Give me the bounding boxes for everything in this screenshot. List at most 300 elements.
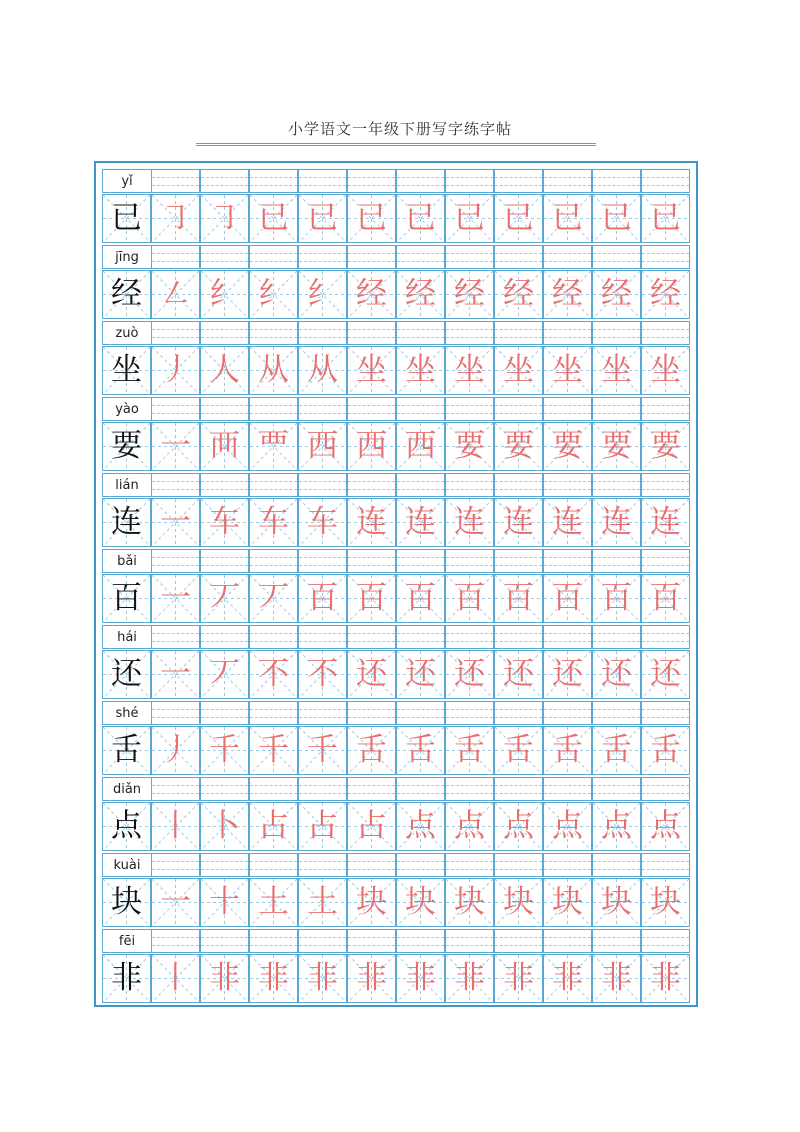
stroke-order-character: 覀 — [258, 428, 289, 464]
stroke-order-character: 非 — [650, 960, 681, 996]
model-character-cell — [102, 574, 151, 623]
trace-cell — [396, 726, 445, 775]
pinyin-cell — [592, 929, 641, 953]
stroke-order-character: 块 — [552, 884, 583, 920]
pinyin-cell — [151, 701, 200, 725]
trace-cell — [445, 422, 494, 471]
stroke-order-character: ㇆ — [209, 200, 240, 236]
pinyin-cell — [151, 853, 200, 877]
pinyin-cell — [249, 701, 298, 725]
model-character: 点 — [111, 808, 142, 844]
pinyin-cell — [200, 625, 249, 649]
stroke-order-character: 丿 — [160, 352, 191, 388]
stroke-order-character: 非 — [454, 960, 485, 996]
trace-cell — [249, 194, 298, 243]
pinyin-cell — [200, 929, 249, 953]
trace-cell — [396, 422, 445, 471]
stroke-order-character: 车 — [307, 504, 338, 540]
stroke-order-character: 还 — [503, 656, 534, 692]
pinyin-cell — [445, 929, 494, 953]
stroke-order-character: 纟 — [307, 276, 338, 312]
pinyin-cell — [249, 625, 298, 649]
model-character: 舌 — [111, 732, 142, 768]
trace-cell — [347, 574, 396, 623]
stroke-order-character: 点 — [552, 808, 583, 844]
pinyin-cell — [298, 473, 347, 497]
pinyin-cell — [543, 169, 592, 193]
character-cells — [102, 194, 690, 243]
stroke-order-character: 连 — [405, 504, 436, 540]
character-grid — [102, 169, 690, 1005]
trace-cell — [494, 802, 543, 851]
stroke-order-character: 非 — [209, 960, 240, 996]
trace-cell — [543, 422, 592, 471]
trace-cell — [592, 726, 641, 775]
pinyin-cell — [249, 321, 298, 345]
pinyin-cell — [249, 853, 298, 877]
trace-cell — [249, 650, 298, 699]
pinyin-cell — [200, 321, 249, 345]
stroke-order-character: 千 — [258, 732, 289, 768]
trace-cell — [298, 498, 347, 547]
trace-cell — [347, 422, 396, 471]
pinyin-band — [102, 245, 690, 269]
trace-cell — [298, 574, 347, 623]
pinyin-cell — [200, 245, 249, 269]
stroke-order-character: 十 — [209, 884, 240, 920]
pinyin-cell — [445, 701, 494, 725]
pinyin-cell — [347, 929, 396, 953]
stroke-order-character: 点 — [650, 808, 681, 844]
trace-cell — [592, 194, 641, 243]
stroke-order-character: 人 — [209, 352, 240, 388]
stroke-order-character: 百 — [405, 580, 436, 616]
trace-cell — [494, 954, 543, 1003]
pinyin-cell — [396, 473, 445, 497]
trace-cell — [151, 878, 200, 927]
stroke-order-character: 已 — [503, 200, 534, 236]
pinyin-cell — [151, 473, 200, 497]
trace-cell — [396, 194, 445, 243]
character-row — [102, 321, 690, 397]
pinyin-cell — [543, 701, 592, 725]
pinyin-cell — [543, 625, 592, 649]
model-character: 要 — [111, 428, 142, 464]
trace-cell — [543, 650, 592, 699]
pinyin-cell — [396, 549, 445, 573]
stroke-order-character: 从 — [258, 352, 289, 388]
stroke-order-character: ㇆ — [160, 200, 191, 236]
stroke-order-character: 块 — [503, 884, 534, 920]
character-row — [102, 473, 690, 549]
trace-cell — [445, 650, 494, 699]
pinyin-cell — [592, 853, 641, 877]
character-row — [102, 777, 690, 853]
trace-cell — [200, 726, 249, 775]
pinyin-cell — [151, 929, 200, 953]
pinyin-cell — [494, 321, 543, 345]
pinyin-cell — [151, 169, 200, 193]
trace-cell — [347, 346, 396, 395]
trace-cell — [641, 422, 690, 471]
trace-cell — [151, 270, 200, 319]
pinyin-cell — [200, 397, 249, 421]
pinyin-band — [102, 777, 690, 801]
trace-cell — [494, 346, 543, 395]
trace-cell — [445, 346, 494, 395]
pinyin-band — [102, 701, 690, 725]
trace-cell — [200, 574, 249, 623]
pinyin-cell — [445, 625, 494, 649]
pinyin-cell — [641, 473, 690, 497]
pinyin-cell — [592, 245, 641, 269]
stroke-order-character: 一 — [160, 504, 191, 540]
stroke-order-character: 坐 — [601, 352, 632, 388]
stroke-order-character: 已 — [356, 200, 387, 236]
pinyin-cell — [445, 853, 494, 877]
trace-cell — [543, 194, 592, 243]
practice-sheet — [94, 161, 698, 1007]
pinyin-cell — [396, 169, 445, 193]
page-title: 小学语文一年级下册写字练字帖 — [287, 120, 512, 138]
stroke-order-character: 块 — [650, 884, 681, 920]
stroke-order-character: 非 — [307, 960, 338, 996]
pinyin-cell — [396, 701, 445, 725]
trace-cell — [592, 954, 641, 1003]
trace-cell — [592, 802, 641, 851]
trace-cell — [249, 498, 298, 547]
trace-cell — [494, 270, 543, 319]
pinyin-cell — [249, 549, 298, 573]
model-character-cell — [102, 650, 151, 699]
model-character-cell — [102, 954, 151, 1003]
pinyin-cell — [641, 625, 690, 649]
pinyin-cell — [151, 397, 200, 421]
stroke-order-character: 坐 — [405, 352, 436, 388]
stroke-order-character: 经 — [601, 276, 632, 312]
pinyin-cell — [592, 397, 641, 421]
stroke-order-character: 点 — [405, 808, 436, 844]
pinyin-cell — [445, 169, 494, 193]
trace-cell — [396, 954, 445, 1003]
pinyin-cell — [494, 625, 543, 649]
trace-cell — [249, 802, 298, 851]
pinyin-cell — [298, 625, 347, 649]
trace-cell — [298, 802, 347, 851]
stroke-order-character: 西 — [307, 428, 338, 464]
pinyin-band — [102, 625, 690, 649]
trace-cell — [298, 726, 347, 775]
pinyin-cell — [298, 321, 347, 345]
trace-cell — [249, 346, 298, 395]
stroke-order-character: 还 — [454, 656, 485, 692]
trace-cell — [494, 878, 543, 927]
stroke-order-character: 已 — [405, 200, 436, 236]
stroke-order-character: 土 — [307, 884, 338, 920]
trace-cell — [641, 194, 690, 243]
stroke-order-character: 已 — [650, 200, 681, 236]
stroke-order-character: 纟 — [258, 276, 289, 312]
stroke-order-character: 百 — [307, 580, 338, 616]
pinyin-cell — [494, 929, 543, 953]
pinyin-cell — [347, 549, 396, 573]
stroke-order-character: 已 — [601, 200, 632, 236]
pinyin-cell — [641, 701, 690, 725]
pinyin-cell — [396, 929, 445, 953]
pinyin-label: zuò — [102, 321, 151, 345]
character-cells — [102, 270, 690, 319]
pinyin-label: jīng — [102, 245, 151, 269]
trace-cell — [641, 726, 690, 775]
pinyin-cell — [347, 473, 396, 497]
model-character-cell — [102, 346, 151, 395]
trace-cell — [151, 726, 200, 775]
trace-cell — [592, 422, 641, 471]
pinyin-cell — [543, 473, 592, 497]
trace-cell — [494, 422, 543, 471]
pinyin-cell — [445, 777, 494, 801]
pinyin-cell — [445, 473, 494, 497]
stroke-order-character: 坐 — [552, 352, 583, 388]
trace-cell — [494, 194, 543, 243]
stroke-order-character: 一 — [160, 580, 191, 616]
pinyin-cell — [543, 549, 592, 573]
pinyin-cell — [641, 397, 690, 421]
trace-cell — [592, 498, 641, 547]
pinyin-cell — [592, 169, 641, 193]
pinyin-cell — [151, 777, 200, 801]
character-cells — [102, 574, 690, 623]
model-character-cell — [102, 498, 151, 547]
pinyin-band — [102, 473, 690, 497]
character-cells — [102, 878, 690, 927]
pinyin-cell — [200, 473, 249, 497]
stroke-order-character: 连 — [356, 504, 387, 540]
character-row — [102, 625, 690, 701]
pinyin-cell — [641, 321, 690, 345]
trace-cell — [249, 422, 298, 471]
character-cells — [102, 650, 690, 699]
trace-cell — [347, 650, 396, 699]
trace-cell — [200, 422, 249, 471]
stroke-order-character: 块 — [601, 884, 632, 920]
pinyin-cell — [641, 169, 690, 193]
trace-cell — [543, 346, 592, 395]
pinyin-cell — [347, 397, 396, 421]
stroke-order-character: 不 — [307, 656, 338, 692]
pinyin-cell — [249, 777, 298, 801]
trace-cell — [298, 270, 347, 319]
stroke-order-character: 舌 — [650, 732, 681, 768]
trace-cell — [298, 650, 347, 699]
stroke-order-character: 连 — [503, 504, 534, 540]
character-row — [102, 701, 690, 777]
stroke-order-character: 还 — [552, 656, 583, 692]
stroke-order-character: 丨 — [160, 808, 191, 844]
model-character: 百 — [111, 580, 142, 616]
pinyin-cell — [200, 777, 249, 801]
trace-cell — [396, 574, 445, 623]
trace-cell — [151, 650, 200, 699]
stroke-order-character: 非 — [356, 960, 387, 996]
stroke-order-character: 舌 — [405, 732, 436, 768]
trace-cell — [200, 346, 249, 395]
pinyin-cell — [347, 701, 396, 725]
stroke-order-character: 已 — [454, 200, 485, 236]
stroke-order-character: 要 — [552, 428, 583, 464]
model-character: 非 — [111, 960, 142, 996]
pinyin-cell — [592, 777, 641, 801]
pinyin-cell — [249, 397, 298, 421]
stroke-order-character: 经 — [356, 276, 387, 312]
stroke-order-character: 西 — [405, 428, 436, 464]
pinyin-cell — [396, 777, 445, 801]
pinyin-cell — [347, 245, 396, 269]
trace-cell — [543, 498, 592, 547]
trace-cell — [445, 878, 494, 927]
stroke-order-character: 舌 — [601, 732, 632, 768]
pinyin-cell — [249, 245, 298, 269]
trace-cell — [445, 574, 494, 623]
trace-cell — [151, 574, 200, 623]
pinyin-cell — [298, 701, 347, 725]
model-character: 经 — [111, 276, 142, 312]
pinyin-cell — [445, 397, 494, 421]
stroke-order-character: 要 — [503, 428, 534, 464]
pinyin-cell — [298, 777, 347, 801]
stroke-order-character: 坐 — [650, 352, 681, 388]
stroke-order-character: 还 — [650, 656, 681, 692]
trace-cell — [249, 878, 298, 927]
character-row — [102, 549, 690, 625]
pinyin-cell — [543, 853, 592, 877]
pinyin-cell — [641, 549, 690, 573]
stroke-order-character: 一 — [160, 884, 191, 920]
trace-cell — [641, 270, 690, 319]
trace-cell — [641, 574, 690, 623]
trace-cell — [641, 802, 690, 851]
stroke-order-character: 点 — [601, 808, 632, 844]
pinyin-cell — [396, 625, 445, 649]
trace-cell — [543, 726, 592, 775]
stroke-order-character: ㇜ — [160, 276, 191, 312]
trace-cell — [151, 346, 200, 395]
trace-cell — [494, 498, 543, 547]
stroke-order-character: 丆 — [209, 656, 240, 692]
stroke-order-character: 非 — [405, 960, 436, 996]
trace-cell — [641, 878, 690, 927]
pinyin-cell — [592, 321, 641, 345]
pinyin-cell — [494, 245, 543, 269]
pinyin-label: hái — [102, 625, 151, 649]
pinyin-cell — [347, 853, 396, 877]
stroke-order-character: 百 — [454, 580, 485, 616]
pinyin-cell — [347, 321, 396, 345]
pinyin-cell — [543, 321, 592, 345]
stroke-order-character: 点 — [503, 808, 534, 844]
pinyin-cell — [200, 701, 249, 725]
stroke-order-character: 一 — [160, 656, 191, 692]
stroke-order-character: 经 — [650, 276, 681, 312]
pinyin-cell — [396, 321, 445, 345]
pinyin-cell — [592, 701, 641, 725]
pinyin-cell — [494, 853, 543, 877]
trace-cell — [592, 346, 641, 395]
stroke-order-character: 百 — [503, 580, 534, 616]
stroke-order-character: 经 — [405, 276, 436, 312]
trace-cell — [200, 954, 249, 1003]
stroke-order-character: 连 — [454, 504, 485, 540]
stroke-order-character: 还 — [405, 656, 436, 692]
trace-cell — [592, 270, 641, 319]
trace-cell — [347, 194, 396, 243]
model-character-cell — [102, 802, 151, 851]
character-cells — [102, 422, 690, 471]
trace-cell — [543, 270, 592, 319]
pinyin-cell — [151, 245, 200, 269]
pinyin-label: yǐ — [102, 169, 151, 193]
character-cells — [102, 954, 690, 1003]
stroke-order-character: 占 — [307, 808, 338, 844]
stroke-order-character: 要 — [454, 428, 485, 464]
trace-cell — [151, 422, 200, 471]
stroke-order-character: 西 — [356, 428, 387, 464]
pinyin-cell — [641, 929, 690, 953]
pinyin-cell — [445, 321, 494, 345]
title-underline — [196, 143, 596, 146]
trace-cell — [298, 422, 347, 471]
stroke-order-character: 非 — [552, 960, 583, 996]
stroke-order-character: 连 — [552, 504, 583, 540]
stroke-order-character: 占 — [258, 808, 289, 844]
model-character-cell — [102, 270, 151, 319]
pinyin-cell — [298, 929, 347, 953]
pinyin-cell — [592, 549, 641, 573]
pinyin-label: bǎi — [102, 549, 151, 573]
stroke-order-character: 连 — [650, 504, 681, 540]
pinyin-cell — [298, 245, 347, 269]
character-row — [102, 397, 690, 473]
stroke-order-character: 坐 — [356, 352, 387, 388]
stroke-order-character: 占 — [356, 808, 387, 844]
trace-cell — [396, 802, 445, 851]
pinyin-cell — [396, 245, 445, 269]
stroke-order-character: 一 — [160, 428, 191, 464]
stroke-order-character: 坐 — [503, 352, 534, 388]
trace-cell — [445, 498, 494, 547]
stroke-order-character: 从 — [307, 352, 338, 388]
pinyin-cell — [151, 549, 200, 573]
stroke-order-character: 土 — [258, 884, 289, 920]
pinyin-cell — [249, 929, 298, 953]
pinyin-cell — [200, 169, 249, 193]
trace-cell — [494, 650, 543, 699]
trace-cell — [151, 194, 200, 243]
trace-cell — [592, 878, 641, 927]
pinyin-cell — [641, 777, 690, 801]
pinyin-cell — [641, 245, 690, 269]
pinyin-cell — [347, 777, 396, 801]
pinyin-band — [102, 929, 690, 953]
pinyin-cell — [151, 321, 200, 345]
stroke-order-character: 襾 — [209, 428, 240, 464]
trace-cell — [445, 726, 494, 775]
pinyin-cell — [543, 777, 592, 801]
trace-cell — [396, 346, 445, 395]
trace-cell — [151, 802, 200, 851]
pinyin-cell — [298, 169, 347, 193]
stroke-order-character: 千 — [307, 732, 338, 768]
